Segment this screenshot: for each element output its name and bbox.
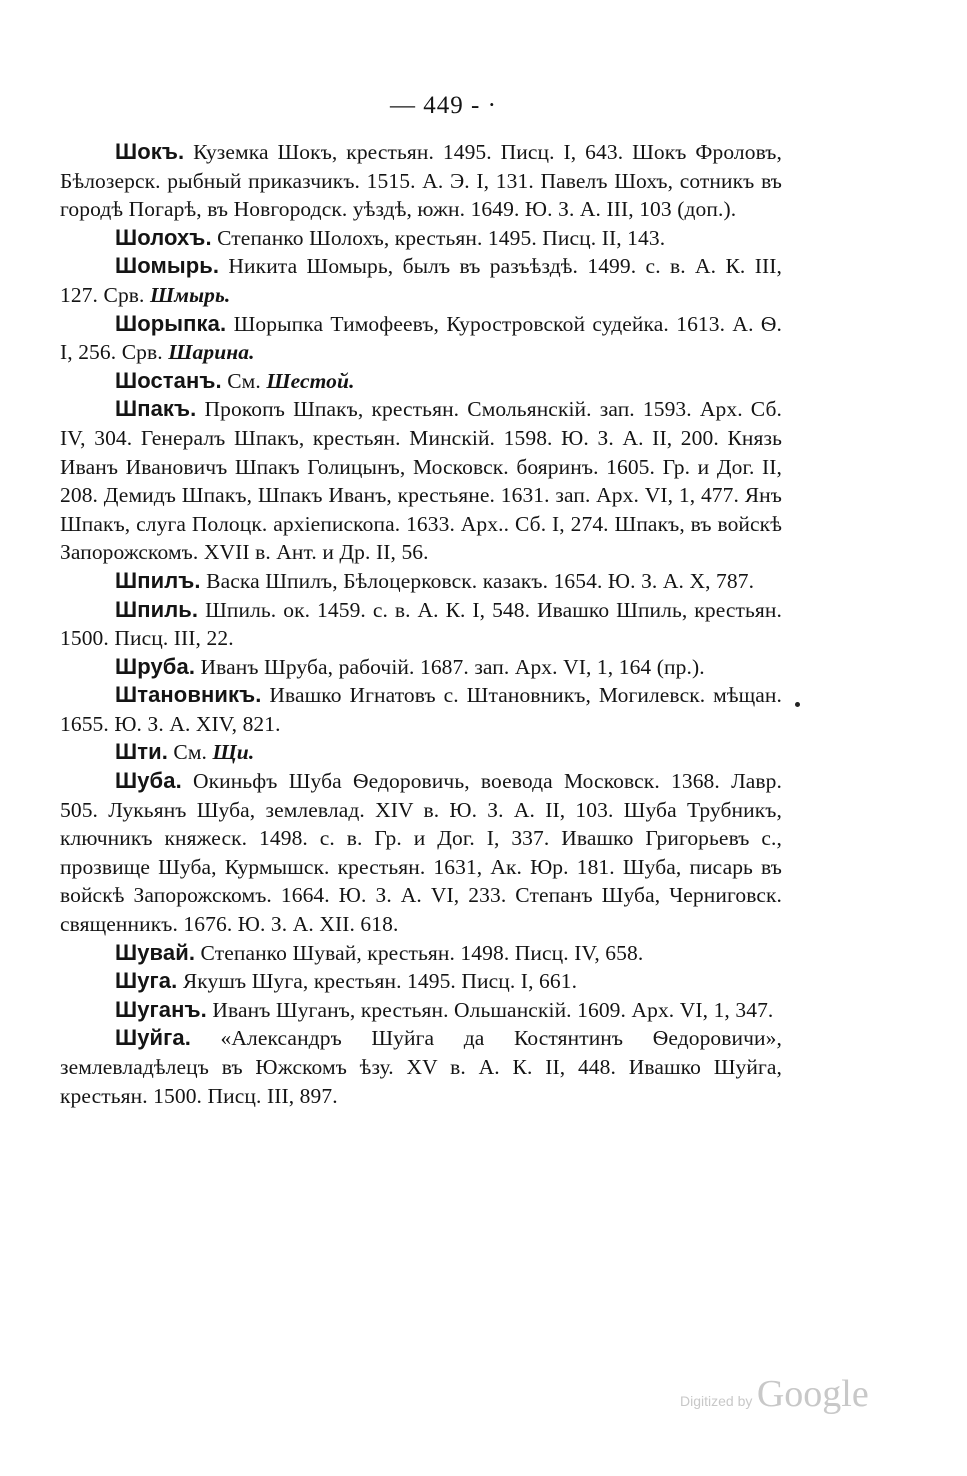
entry-text: См. (221, 368, 267, 393)
digitized-by-watermark (680, 1372, 869, 1416)
entry-shpak (60, 395, 782, 567)
entry-shpil-hard (60, 567, 782, 596)
headword: Шостанъ. (115, 367, 222, 393)
headword: Шуга. (115, 968, 178, 994)
entry-text: Якушъ Шуга, крестьян. 1495. Писц. I, 661. (177, 969, 578, 994)
cross-reference: Шмырь. (150, 282, 231, 307)
entry-text: Васка Шпилъ, Бѣлоцерковск. казакъ. 1654. Ю. З. А. X, 787. (200, 568, 755, 593)
headword: Шокъ. (115, 139, 185, 164)
headword: Шолохъ. (115, 224, 212, 250)
entry-text: Степанко Шувай, крестьян. 1498. Писц. IV, 658. (195, 940, 644, 965)
headword: Шруба. (115, 653, 196, 679)
headword: Шуганъ. (115, 996, 207, 1022)
page-number: — 449 - · (390, 92, 497, 119)
entry-shti (60, 738, 782, 767)
ink-speck (795, 702, 800, 707)
headword: Шпилъ. (115, 567, 201, 593)
entry-shruba (60, 653, 782, 682)
entry-text: Иванъ Шруба, рабочій. 1687. зап. Арх. VI, 1, 164 (пр.). (195, 654, 705, 679)
headword: Шорыпка. (115, 310, 227, 336)
dictionary-text (60, 138, 782, 1110)
cross-reference: Шестой. (266, 368, 355, 393)
watermark-prefix: Digitized by (680, 1393, 753, 1409)
entry-shostan (60, 367, 782, 396)
headword: Шуйга. (115, 1025, 191, 1051)
entry-shugan (60, 996, 782, 1025)
entry-shorypka (60, 310, 782, 367)
entry-text: Шпиль. ок. 1459. с. в. А. К. I, 548. Ивашко Шпиль, крестьян. 1500. Писц. III, 22. (60, 597, 782, 651)
entry-text: См. (167, 740, 213, 765)
entry-shuga (60, 967, 782, 996)
entry-text: Ивашко Игнатовъ с. Штановникъ, Могилевск. мѣщан. 1655. Ю. З. А. XIV, 821. (60, 683, 782, 736)
entry-shpil-soft (60, 596, 782, 653)
entry-shtanovnik (60, 681, 782, 738)
cross-reference: Щи. (212, 740, 255, 765)
entry-text: Никита Шомырь, былъ въ разъѣздѣ. 1499. с. в. А. К. III, 127. Срв. (60, 254, 782, 307)
headword: Шпиль. (115, 596, 199, 622)
headword: Шувай. (115, 939, 196, 965)
entry-sholokh (60, 224, 782, 253)
headword: Шпакъ. (115, 396, 197, 422)
entry-text: Иванъ Шуганъ, крестьян. Ольшанскій. 1609. Арх. VI, 1, 347. (206, 997, 774, 1022)
entry-text: Степанко Шолохъ, крестьян. 1495. Писц. II, 143. (211, 225, 666, 250)
cross-reference: Шарина. (168, 340, 255, 365)
entry-shuiga (60, 1024, 782, 1110)
headword: Шомырь. (115, 253, 220, 279)
headword: Штановникъ. (115, 682, 262, 708)
google-logo: Google (756, 1373, 869, 1415)
entry-text: Окиньфъ Шуба Ѳедоровичь, воевода Московск. 1368. Лавр. 505. Лукьянъ Шуба, землевлад. XIV в. Ю. З. А. II, 103. Шуба Трубникъ, ключникъ княжеск. 1498. с. в. Гр. и Дог. I, 337. Ивашко Григорьевъ с., прозвище Шуба, Курмышск. крестьян. 1631, Ак. Юр. 181. Шуба, писарь въ войскѣ Запорожскомъ. 1664. Ю. З. А. VI, 233. Степанъ Шуба, Черниговск. священникъ. 1676. Ю. З. А. XII. 618. (60, 769, 782, 937)
entry-text: «Александръ Шуйга да Костянтинъ Ѳедоровичи», землевладѣлецъ въ Южскомъ ѣзу. XV в. А. К. II, 448. Ивашко Шуйга, крестьян. 1500. Писц. III, 897. (60, 1026, 782, 1108)
entry-shuba (60, 767, 782, 939)
entry-shomyr (60, 252, 782, 309)
entry-shok (60, 138, 782, 224)
entry-text: Шорыпка Тимофеевъ, Куростровской судейка. 1613. А. Ѳ. I, 256. Срв. (60, 311, 782, 365)
headword: Шти. (115, 739, 168, 765)
entry-shuvai (60, 939, 782, 968)
headword: Шуба. (115, 768, 182, 794)
entry-text: Куземка Шокъ, крестьян. 1495. Писц. I, 643. Шокъ Фроловъ, Бѣлозерск. рыбный приказчикъ. 1515. А. Э. I, 131. Павелъ Шохъ, сотникъ въ городѣ Погарѣ, въ Новгородск. уѣздѣ, южн. 1649. Ю. З. А. III, 103 (доп.). (60, 140, 782, 222)
entry-text: Прокопъ Шпакъ, крестьян. Смольянскій. зап. 1593. Арх. Сб. IV, 304. Генералъ Шпакъ, крестьян. Минскій. 1598. Ю. З. А. II, 200. Князь Иванъ Ивановичъ Шпакъ Голицынъ, Московск. бояринъ. 1605. Гр. и Дог. II, 208. Демидъ Шпакъ, Шпакъ Иванъ, крестьяне. 1631. зап. Арх. VI, 1, 477. Янъ Шпакъ, слуга Полоцк. архіепископа. 1633. Арх.. Сб. I, 274. Шпакъ, въ войскѣ Запорожскомъ. XVII в. Ант. и Др. II, 56. (60, 397, 782, 565)
